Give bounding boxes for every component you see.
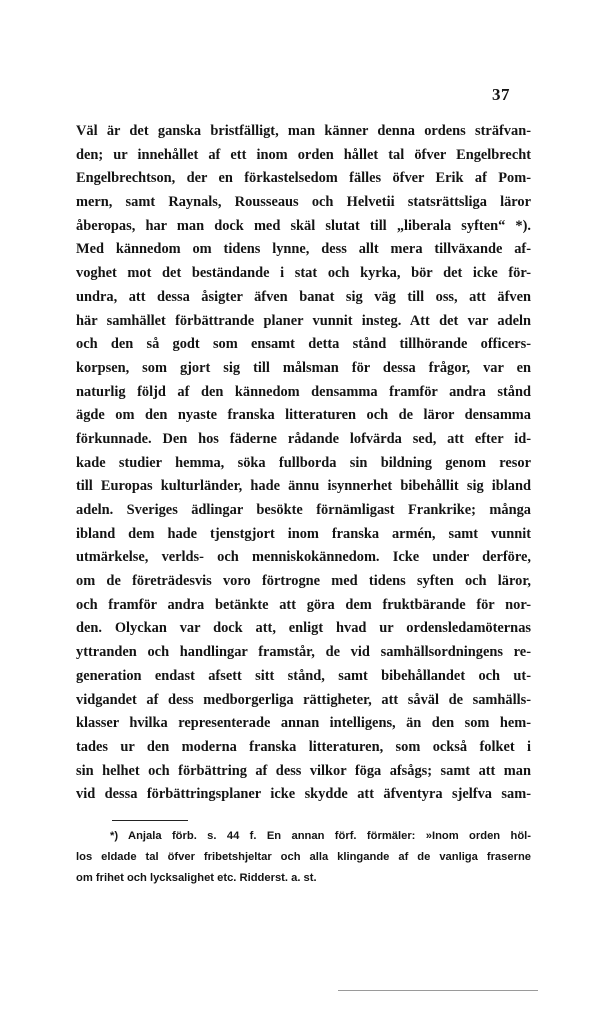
footnote-divider [112,820,188,821]
text-line: yttranden och handlingar framstår, de vid samhällsordningens re- [76,644,531,661]
text-line: Väl är det ganska bristfälligt, man känner denna ordens sträfvan- [76,123,531,139]
text-line: om de företrädesvis voro förtrogne med tidens syften och läror, [76,573,531,590]
bottom-rule [338,990,538,991]
text-line: till Europas kulturländer, hade ännu isynnerhet bibehållit sig ibland [76,478,531,495]
text-line: tades ur den moderna franska litteraturen, som också folket i [76,738,531,755]
text-line: här samhället förbättrande planer vunnit insteg. Att det var adeln [76,312,531,329]
text-line: naturlig följd af den kännedom densamma framför andra stånd [76,383,531,400]
text-line: ibland dem hade tjenstgjort inom franska armén, samt vunnit [76,525,531,542]
text-line: förkunnade. Den hos fäderne rådande lofvärda sed, att efter id- [76,430,531,447]
text-line: undra, att dessa åsigter äfven banat sig väg till oss, att äfven [76,288,531,305]
text-line: och den så godt som ensamt detta stånd tillhörande officers- [76,336,531,353]
text-line: den. Olyckan var dock att, enligt hvad ur ordensledamöternas [76,620,531,637]
text-line: kade studier hemma, söka fullborda sin bildning genom resor [76,454,531,471]
text-line: mern, samt Raynals, Rousseaus och Helvetii statsrättsliga läror [76,194,531,211]
footnote-line: om frihet och lycksalighet etc. Ridderst. a. st. [76,872,317,884]
text-line: generation endast afsett sitt stånd, samt bibehållandet och ut- [76,667,531,684]
body-text [76,120,531,807]
text-line: adeln. Sveriges ädlingar besökte förnämligast Frankrike; många [76,502,531,518]
text-line: voghet mot det beständande i stat och kyrka, bör det icke för- [76,265,531,282]
text-line: vidgandet af dess medborgerliga rättigheter, att såväl de samhälls- [76,691,531,708]
text-line: klasser hvilka representerade annan intelligens, än den som hem- [76,715,531,732]
text-line: utmärkelse, verlds- och menniskokännedom. Icke under derföre, [76,549,531,566]
text-line: den; ur innehållet af ett inom orden hållet tal öfver Engelbrecht [76,146,531,163]
footnote [76,826,531,889]
text-line: vid dessa förbättringsplaner icke skydde att äfventyra sjelfva sam- [76,786,531,803]
page-number: 37 [492,85,510,104]
text-line: och framför andra betänkte att göra dem fruktbärande för nor- [76,596,531,613]
text-line: ägde om den nyaste franska litteraturen och de läror densamma [76,407,531,424]
text-line: sin helhet och förbättring af dess vilkor föga afsågs; samt att man [76,762,531,779]
text-line: Engelbrechtson, der en förkastelsedom fälles öfver Erik af Pom- [76,170,531,187]
footnote-line: los eldade tal öfver fribetshjeltar och alla klingande af de vanliga fraserne [76,851,531,863]
text-line: korpsen, som gjort sig till målsman för dessa frågor, var en [76,359,531,376]
text-line: åberopas, har man dock med skäl slutat till „liberala syften“ *). [76,217,531,234]
footnote-line: *) Anjala förb. s. 44 f. En annan förf. förmäler: »Inom orden höl- [110,830,531,842]
text-line: Med kännedom om tidens lynne, dess allt mera tillväxande af- [76,241,531,258]
